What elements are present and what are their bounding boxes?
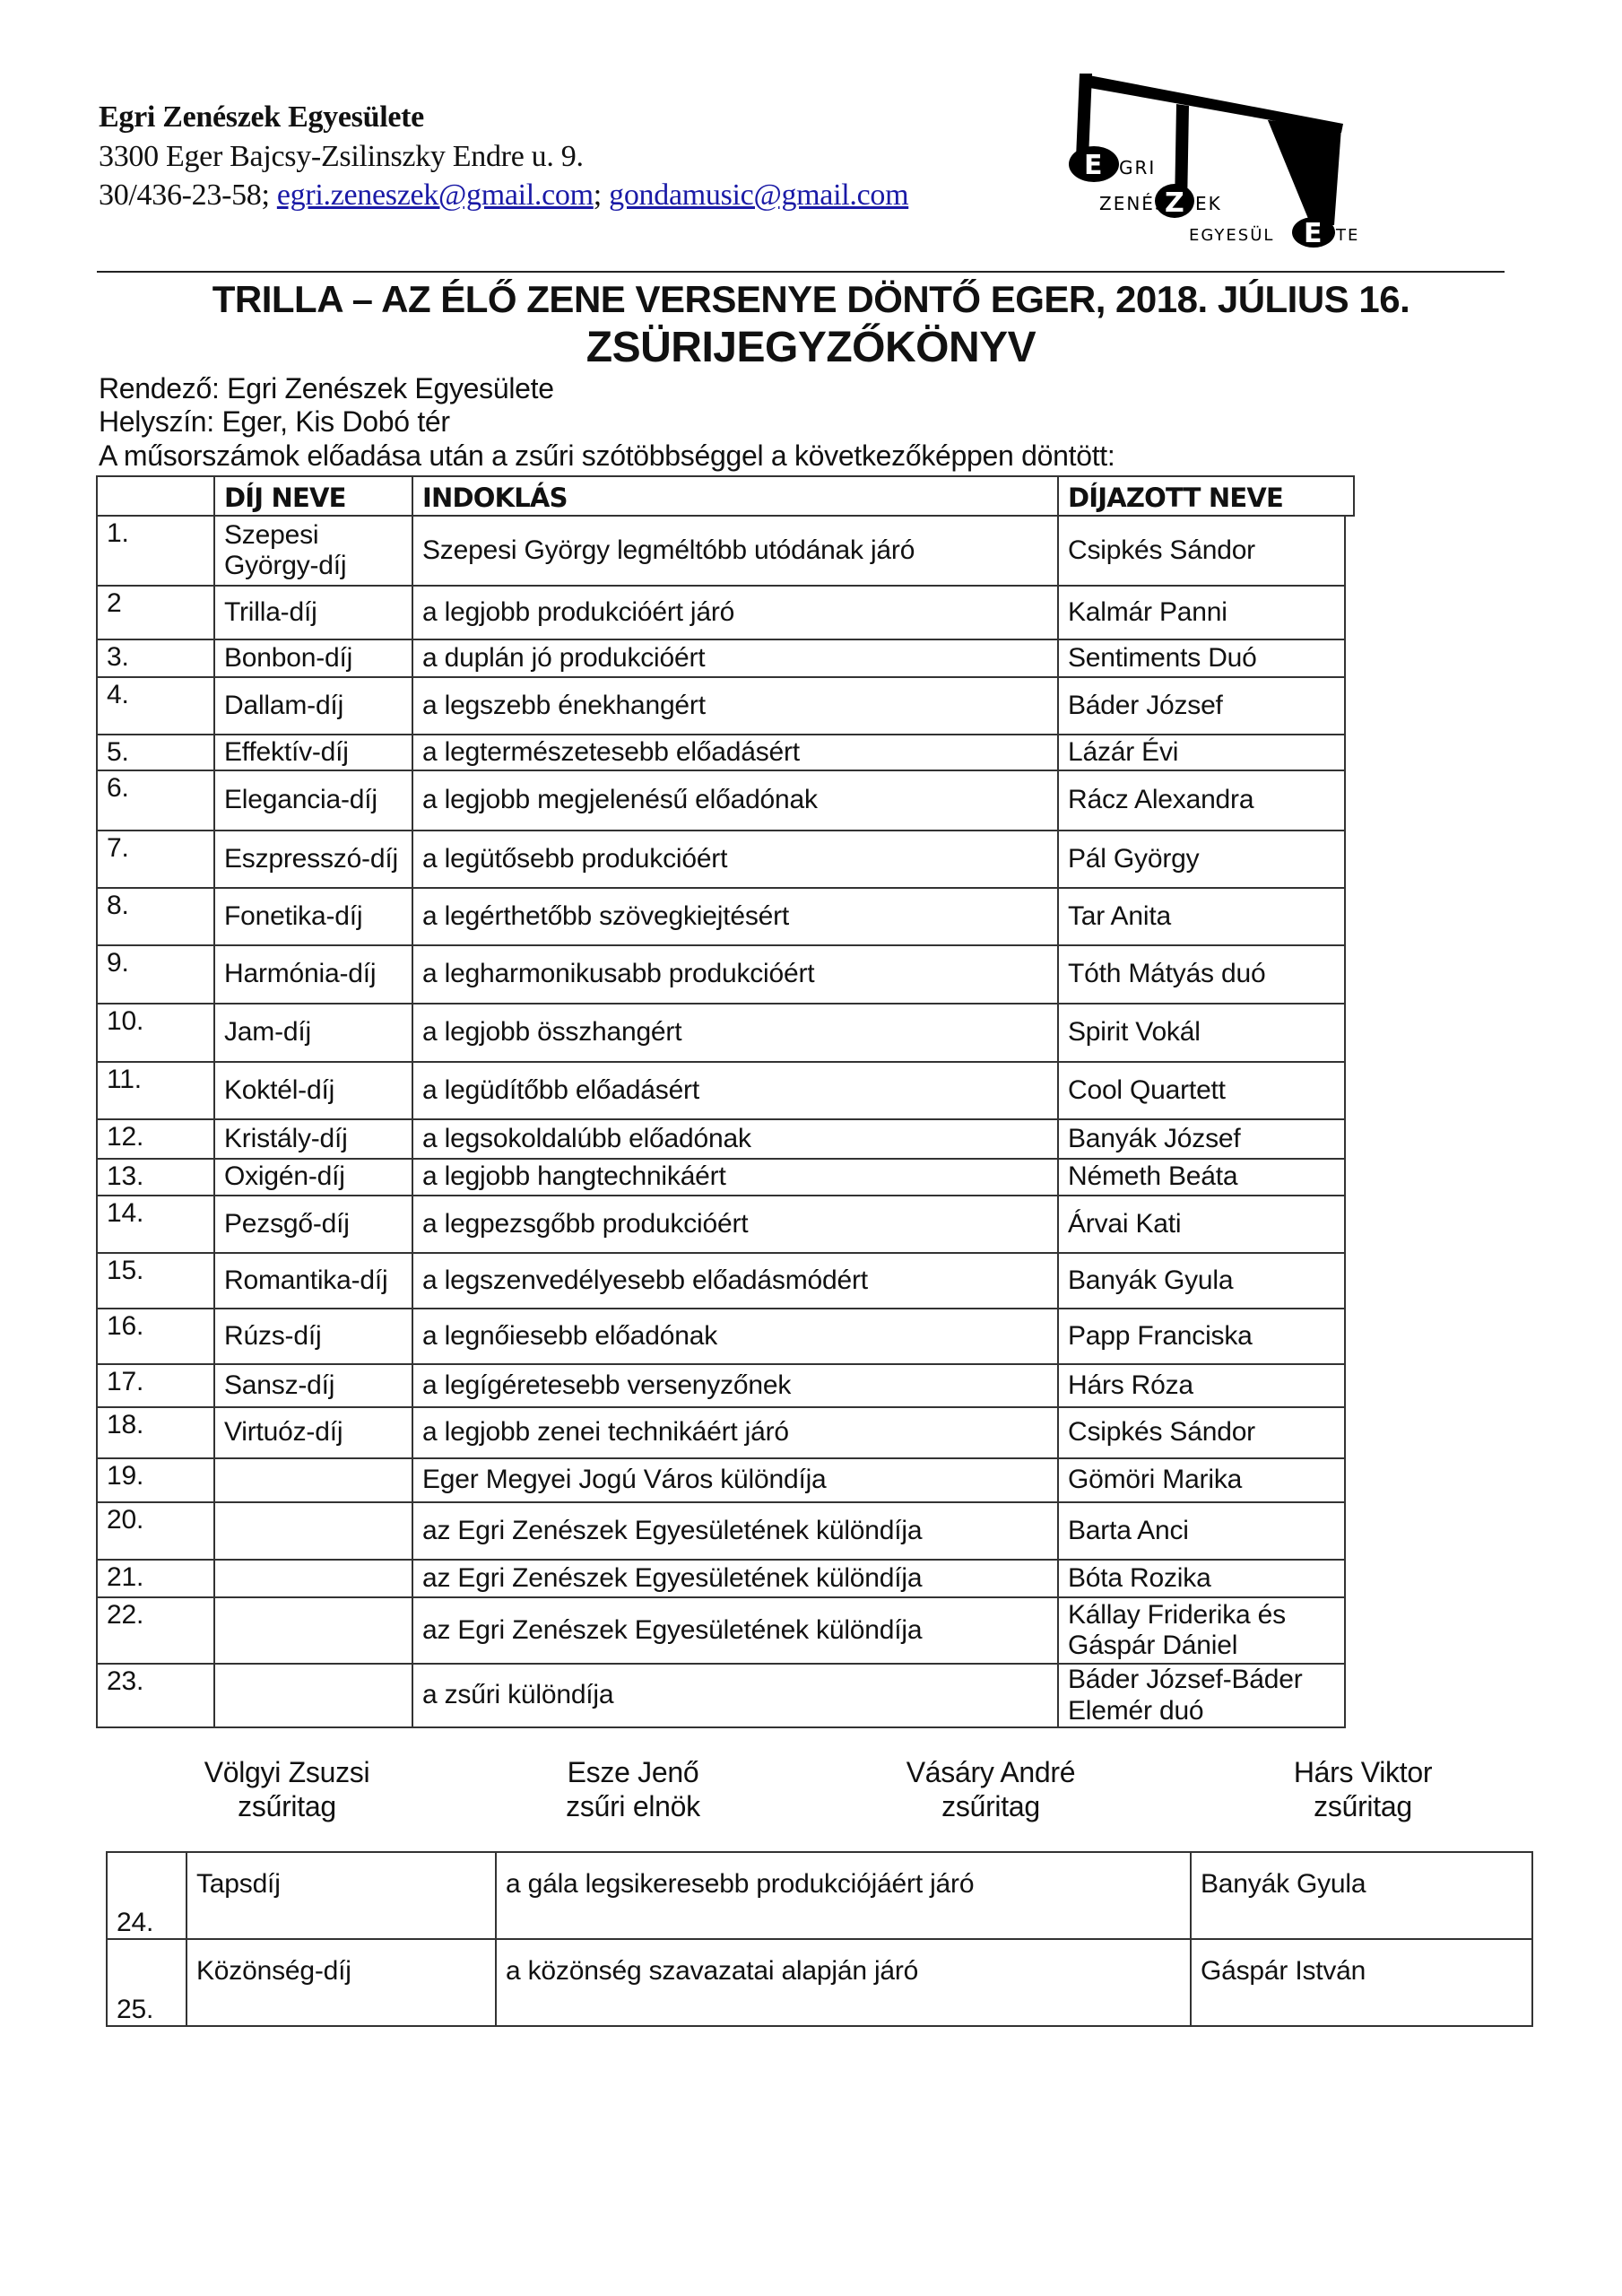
music-notes-logo-icon (1067, 68, 1363, 248)
winner-name: Báder József-Báder Elemér duó (1058, 1664, 1345, 1727)
table-row (97, 735, 1345, 770)
winner-name: Csipkés Sándor (1058, 1407, 1345, 1458)
award-name: Koktél-díj (214, 1062, 412, 1119)
award-reason: a legjobb hangtechnikáért (412, 1159, 1058, 1196)
award-number: 20. (97, 1502, 214, 1560)
winner-name: Gömöri Marika (1058, 1458, 1345, 1502)
table-row (97, 770, 1345, 831)
jury-member-role: zsűritag (1314, 1790, 1412, 1822)
award-number: 19. (97, 1458, 214, 1502)
table-row (97, 586, 1345, 639)
award-name: Eszpresszó-díj (214, 831, 412, 888)
award-reason: a legjobb összhangért (412, 1004, 1058, 1062)
award-name (214, 1560, 412, 1597)
table-row (97, 1364, 1345, 1407)
svg-text:TE: TE (1336, 226, 1360, 245)
jury-member-name: Esze Jenő (567, 1756, 699, 1788)
jury-member-role: zsűritag (941, 1790, 1040, 1822)
table-row (97, 1196, 1345, 1253)
award-name (214, 1597, 412, 1664)
table-row (97, 1253, 1345, 1309)
jury-member-role: zsűri elnök (566, 1790, 700, 1822)
award-number: 2 (97, 586, 214, 639)
award-reason: a zsűri különdíja (412, 1664, 1058, 1727)
award-reason: a legérthetőbb szövegkiejtésért (412, 888, 1058, 945)
award-reason: a legsokoldalúbb előadónak (412, 1119, 1058, 1159)
award-name: Trilla-díj (214, 586, 412, 639)
winner-name: Csipkés Sándor (1058, 516, 1345, 586)
table-row (97, 1159, 1345, 1196)
signature-block (143, 1755, 430, 1823)
award-number: 14. (97, 1196, 214, 1253)
award-number: 5. (97, 735, 214, 770)
award-name: Tapsdíj (186, 1852, 496, 1939)
document-title: TRILLA – AZ ÉLŐ ZENE VERSENYE DÖNTŐ EGER, 2018. JÚLIUS 16. (212, 278, 1410, 320)
table-row (97, 1664, 1345, 1727)
award-name: Kristály-díj (214, 1119, 412, 1159)
winner-name: Árvai Kati (1058, 1196, 1345, 1253)
venue-line: Helyszín: Eger, Kis Dobó tér (99, 405, 450, 438)
award-reason: Eger Megyei Jogú Város különdíja (412, 1458, 1058, 1502)
award-name: Sansz-díj (214, 1364, 412, 1407)
award-number: 10. (97, 1004, 214, 1062)
table-row (97, 945, 1345, 1004)
table-row (107, 1939, 1532, 2026)
table-row (97, 1502, 1345, 1560)
award-number: 8. (97, 888, 214, 945)
award-name: Rúzs-díj (214, 1309, 412, 1364)
award-number: 6. (97, 770, 214, 831)
winner-name: Cool Quartett (1058, 1062, 1345, 1119)
award-reason: a duplán jó produkcióért (412, 639, 1058, 677)
award-reason: a gála legsikeresebb produkciójáért járó (496, 1852, 1191, 1939)
svg-text:E: E (1304, 218, 1323, 248)
award-reason: a legütősebb produkcióért (412, 831, 1058, 888)
award-number: 11. (97, 1062, 214, 1119)
award-reason: a közönség szavazatai alapján járó (496, 1939, 1191, 2026)
award-reason: a legjobb zenei technikáért járó (412, 1407, 1058, 1458)
awards-table-header (96, 475, 1355, 517)
award-number: 18. (97, 1407, 214, 1458)
winner-name: Báder József (1058, 677, 1345, 735)
signature-block (847, 1755, 1134, 1823)
table-row (97, 1004, 1345, 1062)
winner-name: Pál György (1058, 831, 1345, 888)
award-name: Elegancia-díj (214, 770, 412, 831)
award-name: Romantika-díj (214, 1253, 412, 1309)
svg-text:EGYESÜL: EGYESÜL (1189, 226, 1275, 245)
jury-member-name: Völgyi Zsuzsi (204, 1756, 370, 1788)
award-number: 1. (97, 516, 214, 586)
organizer-line: Rendező: Egri Zenészek Egyesülete (99, 372, 554, 404)
award-reason: a legszebb énekhangért (412, 677, 1058, 735)
award-reason: a legpezsgőbb produkcióért (412, 1196, 1058, 1253)
signature-block (490, 1755, 776, 1823)
awards-table (96, 515, 1346, 1728)
jury-member-name: Hárs Viktor (1293, 1756, 1433, 1788)
header-divider (97, 271, 1505, 273)
award-number: 15. (97, 1253, 214, 1309)
organization-contact (99, 178, 908, 213)
organization-name: Egri Zenészek Egyesülete (99, 100, 424, 134)
svg-text:GRI: GRI (1119, 157, 1157, 178)
header-award-name: DÍJ NEVE (215, 477, 413, 515)
award-reason: az Egri Zenészek Egyesületének különdíja (412, 1560, 1058, 1597)
winner-name: Papp Franciska (1058, 1309, 1345, 1364)
winner-name: Tar Anita (1058, 888, 1345, 945)
header-number (98, 477, 215, 515)
signature-block (1219, 1755, 1506, 1823)
award-name: Oxigén-díj (214, 1159, 412, 1196)
table-row (97, 639, 1345, 677)
award-name (214, 1502, 412, 1560)
award-name: Effektív-díj (214, 735, 412, 770)
award-name (214, 1458, 412, 1502)
award-reason: a legjobb produkcióért járó (412, 586, 1058, 639)
winner-name: Kállay Friderika és Gáspár Dániel (1058, 1597, 1345, 1664)
award-reason: a legüdítőbb előadásért (412, 1062, 1058, 1119)
award-number: 21. (97, 1560, 214, 1597)
award-number: 3. (97, 639, 214, 677)
winner-name: Bóta Rozika (1058, 1560, 1345, 1597)
award-number: 17. (97, 1364, 214, 1407)
email-link-gondamusic[interactable]: gondamusic@gmail.com (609, 178, 909, 212)
award-reason: a legígéretesebb versenyzőnek (412, 1364, 1058, 1407)
winner-name: Spirit Vokál (1058, 1004, 1345, 1062)
winner-name: Banyák Gyula (1191, 1852, 1532, 1939)
award-number: 25. (107, 1939, 186, 2026)
winner-name: Gáspár István (1191, 1939, 1532, 2026)
table-row (97, 831, 1345, 888)
award-number: 22. (97, 1597, 214, 1664)
winner-name: Lázár Évi (1058, 735, 1345, 770)
winner-name: Banyák Gyula (1058, 1253, 1345, 1309)
winner-name: Rácz Alexandra (1058, 770, 1345, 831)
header-reason: INDOKLÁS (413, 477, 1059, 515)
jury-member-name: Vásáry André (906, 1756, 1076, 1788)
award-number: 13. (97, 1159, 214, 1196)
award-reason: a legharmonikusabb produkcióért (412, 945, 1058, 1004)
award-name (214, 1664, 412, 1727)
award-name: Bonbon-díj (214, 639, 412, 677)
winner-name: Németh Beáta (1058, 1159, 1345, 1196)
table-row (97, 1407, 1345, 1458)
award-name: Jam-díj (214, 1004, 412, 1062)
award-name: Fonetika-díj (214, 888, 412, 945)
table-row (97, 516, 1345, 586)
table-row (97, 1458, 1345, 1502)
svg-text:E: E (1084, 150, 1103, 181)
gala-awards-table (106, 1851, 1533, 2027)
winner-name: Barta Anci (1058, 1502, 1345, 1560)
table-row (97, 1560, 1345, 1597)
award-reason: a legjobb megjelenésű előadónak (412, 770, 1058, 831)
jury-member-role: zsűritag (238, 1790, 336, 1822)
award-name: Virtuóz-díj (214, 1407, 412, 1458)
award-name: Pezsgő-díj (214, 1196, 412, 1253)
award-name: Dallam-díj (214, 677, 412, 735)
table-row (97, 677, 1345, 735)
table-row (97, 888, 1345, 945)
award-reason: a legtermészetesebb előadásért (412, 735, 1058, 770)
organization-address: 3300 Eger Bajcsy-Zsilinszky Endre u. 9. (99, 140, 584, 173)
award-reason: az Egri Zenészek Egyesületének különdíja (412, 1597, 1058, 1664)
award-number: 9. (97, 945, 214, 1004)
table-row (97, 1597, 1345, 1664)
award-number: 16. (97, 1309, 214, 1364)
winner-name: Kalmár Panni (1058, 586, 1345, 639)
svg-text:EK: EK (1195, 193, 1222, 214)
award-reason: a legnőiesebb előadónak (412, 1309, 1058, 1364)
winner-name: Sentiments Duó (1058, 639, 1345, 677)
award-number: 7. (97, 831, 214, 888)
award-name: Szepesi György-díj (214, 516, 412, 586)
email-link-egri-zeneszek[interactable]: egri.zeneszek@gmail.com (276, 178, 594, 212)
intro-line: A műsorszámok előadása után a zsűri szótöbbséggel a következőképpen döntött: (99, 439, 1115, 472)
award-reason: Szepesi György legméltóbb utódának járó (412, 516, 1058, 586)
winner-name: Tóth Mátyás duó (1058, 945, 1345, 1004)
document-subtitle: ZSÜRIJEGYZŐKÖNYV (585, 324, 1037, 371)
table-row (107, 1852, 1532, 1939)
award-reason: az Egri Zenészek Egyesületének különdíja (412, 1502, 1058, 1560)
email-separator: ; (593, 178, 610, 212)
table-row (97, 1062, 1345, 1119)
table-row (97, 1309, 1345, 1364)
organization-logo (1067, 68, 1363, 248)
winner-name: Banyák József (1058, 1119, 1345, 1159)
table-row (97, 1119, 1345, 1159)
award-reason: a legszenvedélyesebb előadásmódért (412, 1253, 1058, 1309)
award-number: 23. (97, 1664, 214, 1727)
phone-number: 30/436-23-58; (99, 178, 277, 212)
header-winner-name: DÍJAZOTT NEVE (1068, 483, 1284, 513)
award-number: 4. (97, 677, 214, 735)
winner-name: Hárs Róza (1058, 1364, 1345, 1407)
award-name: Közönség-díj (186, 1939, 496, 2026)
award-number: 12. (97, 1119, 214, 1159)
svg-text:ZENÉS: ZENÉS (1099, 193, 1168, 214)
award-name: Harmónia-díj (214, 945, 412, 1004)
svg-text:Z: Z (1165, 187, 1184, 219)
award-number: 24. (107, 1852, 186, 1939)
